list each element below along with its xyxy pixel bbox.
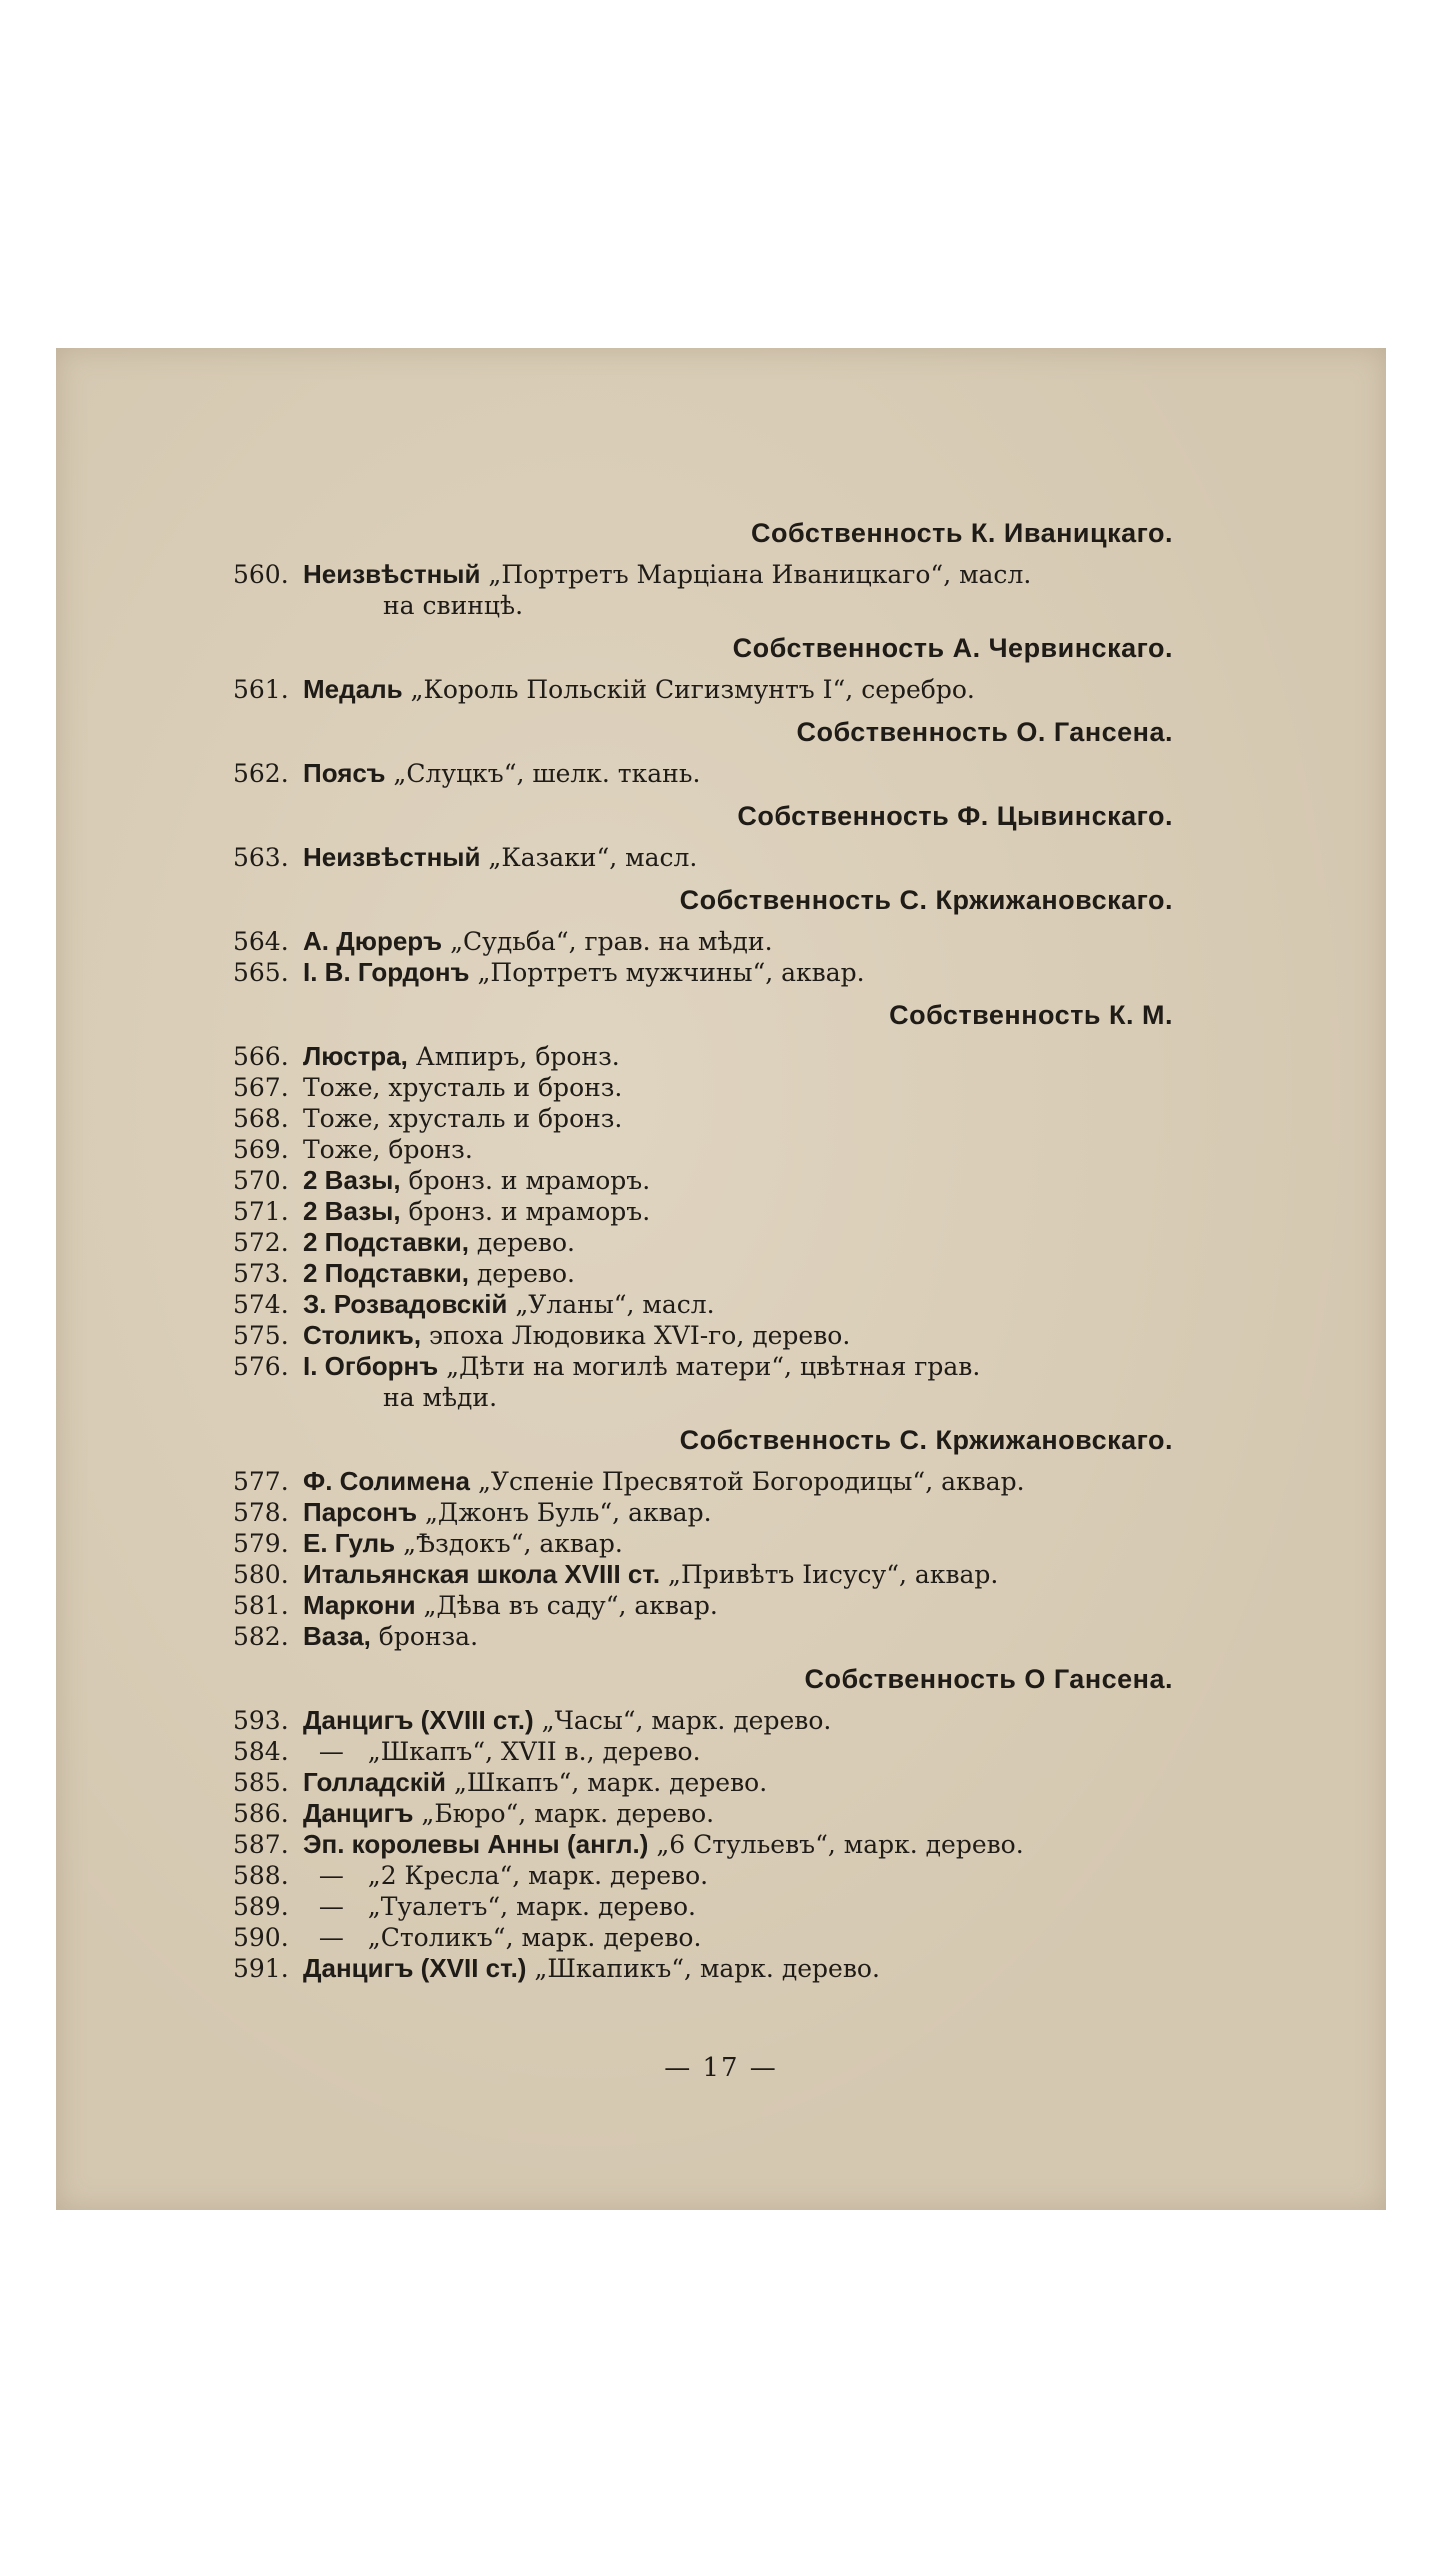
entry-artist: Парсонъ [303,1497,418,1527]
owner-heading: Собственность С. Кржижановскаго. [679,1425,1173,1455]
catalog-entry [233,1559,1173,1590]
entry-text [303,1196,1173,1227]
catalog-entry [233,1041,1173,1072]
entry-number: 591. [233,1954,289,1983]
entry-work: „Бюро“, марк. дерево. [413,1799,715,1828]
entry-number: 561. [233,675,289,704]
entry-work: „Портретъ мужчины“, аквар. [469,958,865,987]
entry-artist: 2 Вазы, [303,1196,401,1226]
entry-work: Тоже, хрусталь и бронз. [303,1073,623,1102]
entry-work: „Уланы“, масл. [507,1290,715,1319]
catalog-entry [233,1165,1173,1196]
entry-text [303,1829,1173,1860]
entry-text [303,1289,1173,1320]
entry-work: бронза. [370,1622,479,1651]
entry-artist: І. В. Гордонъ [303,957,470,987]
catalog-entry [233,559,1173,590]
entry-number: 570. [233,1166,289,1195]
entry-text [303,926,1173,957]
entry-number: 567. [233,1073,289,1102]
catalog-entry [233,1134,1173,1165]
entry-artist: Поясъ [303,758,386,788]
entry-work: — „Шкапъ“, XVII в., дерево. [303,1737,701,1766]
entry-artist: З. Розвадовскій [303,1289,508,1319]
entry-artist: І. Огборнъ [303,1351,439,1381]
entry-work: „Портретъ Марціана Иваницкаго“, масл. [480,560,1032,589]
entry-text [303,1320,1173,1351]
entry-work: Тоже, бронз. [303,1135,473,1164]
entry-number: 574. [233,1290,289,1319]
entry-artist: Маркони [303,1590,416,1620]
entry-number: 577. [233,1467,289,1496]
entry-number: 571. [233,1197,289,1226]
entry-artist: 2 Подставки, [303,1227,469,1257]
entry-text [303,1528,1173,1559]
entry-artist: Е. Гуль [303,1528,396,1558]
entry-continuation: на свинцѣ. [383,591,524,620]
entry-artist: Неизвѣстный [303,842,481,872]
entry-number: 564. [233,927,289,956]
entry-text [303,1466,1173,1497]
catalog-entry [233,926,1173,957]
owner-heading: Собственность А. Червинскаго. [732,633,1173,663]
entry-artist: Ваза, [303,1621,371,1651]
entry-number: 576. [233,1352,289,1381]
entry-work: „Дѣва въ саду“, аквар. [415,1591,718,1620]
catalog-entry [233,1922,1173,1953]
entry-work: — „Туалетъ“, марк. дерево. [303,1892,697,1921]
entry-work: — „2 Кресла“, марк. дерево. [303,1861,709,1890]
entry-text [303,1165,1173,1196]
entry-work: „6 Стульевъ“, марк. дерево. [648,1830,1024,1859]
entry-number: 588. [233,1861,289,1890]
entry-artist: Неизвѣстный [303,559,481,589]
catalog-entry [233,674,1173,705]
entry-number: 578. [233,1498,289,1527]
entry-number: 581. [233,1591,289,1620]
entry-number: 562. [233,759,289,788]
entry-number: 568. [233,1104,289,1133]
entry-artist: Ф. Солимена [303,1466,471,1496]
entry-number: 590. [233,1923,289,1952]
entry-text [303,1798,1173,1829]
entry-work: Тоже, хрусталь и бронз. [303,1104,623,1133]
entry-text [303,1041,1173,1072]
entry-artist: Данцигъ [303,1798,414,1828]
catalog-entry [233,758,1173,789]
entry-number: 585. [233,1768,289,1797]
entry-text [303,1922,1173,1953]
owner-heading: Собственность С. Кржижановскаго. [679,885,1173,915]
page-number: — 17 — [664,2053,778,2083]
catalog-entry [233,1103,1173,1134]
entry-text [303,1891,1173,1922]
entry-text [303,1736,1173,1767]
entry-artist: Люстра, [303,1041,408,1071]
entry-continuation: на мѣди. [383,1383,498,1412]
entry-work: бронз. и мраморъ. [400,1166,651,1195]
entry-text [303,1103,1173,1134]
entry-number: 580. [233,1560,289,1589]
entry-number: 575. [233,1321,289,1350]
entry-number: 584. [233,1737,289,1766]
entry-artist: Медаль [303,674,403,704]
catalog-entry [233,1590,1173,1621]
entry-text [303,1559,1173,1590]
catalog-list [233,518,1173,1984]
catalog-entry [233,1196,1173,1227]
catalog-entry [233,1227,1173,1258]
catalog-entry [233,1891,1173,1922]
entry-artist: Данцигъ (XVII ст.) [303,1953,527,1983]
entry-work: бронз. и мраморъ. [400,1197,651,1226]
catalog-entry [233,1320,1173,1351]
document-page [56,348,1386,2210]
entry-text [303,1953,1173,1984]
catalog-entry [233,1466,1173,1497]
catalog-entry [233,1767,1173,1798]
entry-number: 586. [233,1799,289,1828]
entry-text [303,1860,1173,1891]
entry-work: „Привѣтъ Іисусу“, аквар. [660,1560,999,1589]
entry-text [303,674,1173,705]
entry-text [303,1767,1173,1798]
entry-text [303,957,1173,988]
catalog-entry [233,1621,1173,1652]
entry-number: 589. [233,1892,289,1921]
owner-heading: Собственность О. Гансена. [796,717,1173,747]
entry-artist: 2 Подставки, [303,1258,469,1288]
entry-work: „Успеніе Пресвятой Богородицы“, аквар. [470,1467,1025,1496]
entry-work: „Король Польскій Сигизмунтъ I“, серебро. [402,675,975,704]
entry-number: 572. [233,1228,289,1257]
catalog-entry [233,1798,1173,1829]
entry-number: 573. [233,1259,289,1288]
catalog-entry [233,1953,1173,1984]
catalog-entry [233,842,1173,873]
entry-artist: Данцигъ (XVIII ст.) [303,1705,534,1735]
entry-work: „Шкапъ“, марк. дерево. [446,1768,768,1797]
entry-work: дерево. [468,1259,575,1288]
owner-heading: Собственность Ф. Цывинскаго. [737,801,1173,831]
entry-work: „Шкапикъ“, марк. дерево. [526,1954,880,1983]
entry-text [303,1621,1173,1652]
catalog-entry [233,1258,1173,1289]
catalog-entry [233,1497,1173,1528]
entry-number: 560. [233,560,289,589]
entry-artist: Эп. королевы Анны (англ.) [303,1829,649,1859]
entry-number: 587. [233,1830,289,1859]
entry-number: 563. [233,843,289,872]
entry-artist: А. Дюреръ [303,926,443,956]
entry-artist: Голладскій [303,1767,447,1797]
entry-work: „Казаки“, масл. [480,843,698,872]
entry-text [303,1258,1173,1289]
entry-work: „Слуцкъ“, шелк. ткань. [385,759,701,788]
entry-artist: 2 Вазы, [303,1165,401,1195]
entry-work: „Дѣти на могилѣ матери“, цвѣтная грав. [438,1352,981,1381]
entry-number: 582. [233,1622,289,1651]
catalog-entry [233,1705,1173,1736]
catalog-entry [233,1351,1173,1382]
entry-text [303,1351,1173,1382]
entry-number: 593. [233,1706,289,1735]
owner-heading: Собственность О Гансена. [804,1664,1173,1694]
entry-work: „Часы“, марк. дерево. [533,1706,832,1735]
entry-text [303,1590,1173,1621]
entry-artist: Столикъ, [303,1320,422,1350]
entry-text [303,1497,1173,1528]
entry-text [303,1705,1173,1736]
catalog-entry [233,1289,1173,1320]
entry-text [303,559,1173,590]
entry-work: — „Столикъ“, марк. дерево. [303,1923,702,1952]
entry-work: „Судьба“, грав. на мѣди. [442,927,773,956]
entry-text [303,1227,1173,1258]
catalog-entry [233,1072,1173,1103]
entry-work: „Джонъ Буль“, аквар. [417,1498,712,1527]
entry-work: дерево. [468,1228,575,1257]
catalog-entry [233,1860,1173,1891]
entry-number: 579. [233,1529,289,1558]
entry-text [303,758,1173,789]
entry-text [303,1134,1173,1165]
entry-work: „Ѣздокъ“, аквар. [395,1529,623,1558]
entry-number: 569. [233,1135,289,1164]
entry-work: Ампиръ, бронз. [407,1042,620,1071]
owner-heading: Собственность К. М. [889,1000,1173,1030]
entry-text [303,842,1173,873]
entry-work: эпоха Людовика XVI-го, дерево. [421,1321,851,1350]
entry-number: 565. [233,958,289,987]
catalog-entry [233,1736,1173,1767]
catalog-entry [233,1528,1173,1559]
catalog-entry [233,957,1173,988]
catalog-entry [233,1829,1173,1860]
owner-heading: Собственность К. Иваницкаго. [751,518,1173,548]
entry-number: 566. [233,1042,289,1071]
entry-text [303,1072,1173,1103]
entry-artist: Итальянская школа XVIII ст. [303,1559,661,1589]
